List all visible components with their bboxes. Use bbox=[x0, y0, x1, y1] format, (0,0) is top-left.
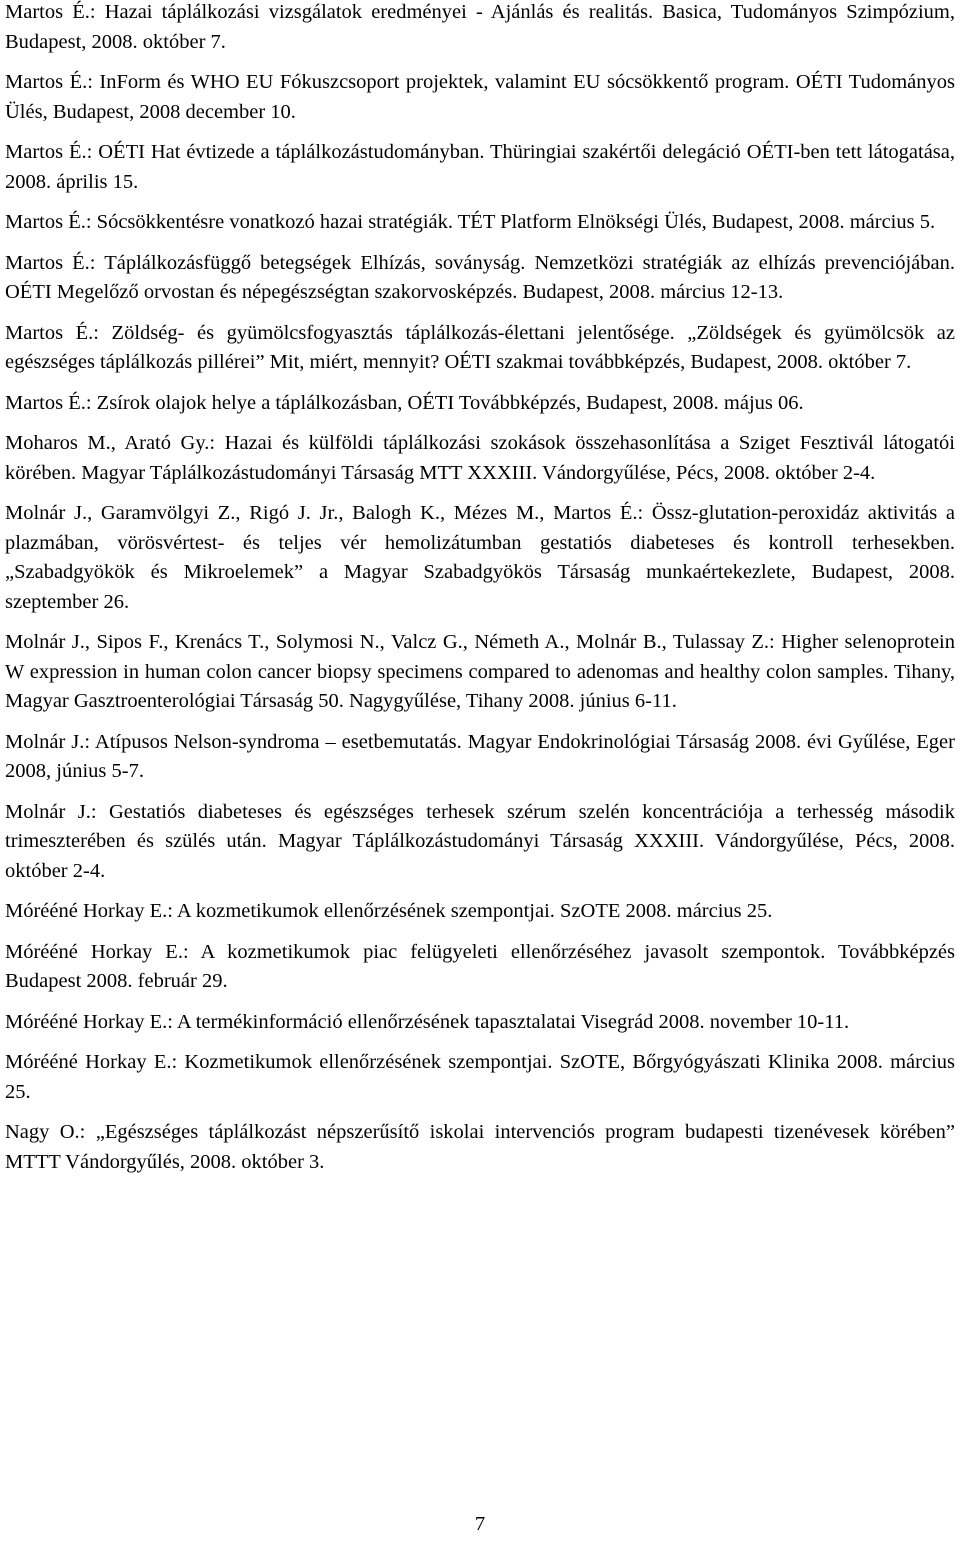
reference-entry: Mórééné Horkay E.: A kozmetikumok piac felügyeleti ellenőrzéséhez javasolt szempontok. Továbbképzés Budapest 2008. február 29. bbox=[5, 940, 955, 992]
reference-entry: Molnár J.: Gestatiós diabeteses és egészséges terhesek szérum szelén koncentrációja a terhesség második trimeszterében és szülés után. Magyar Táplálkozástudományi Társaság XXXIII. Vándorgyűlése, Pécs, 2008. október 2-4. bbox=[5, 800, 955, 882]
reference-entry: Martos É.: InForm és WHO EU Fókuszcsoport projektek, valamint EU sócsökkentő program. OÉTI Tudományos Ülés, Budapest, 2008 december 10. bbox=[5, 71, 955, 123]
reference-entry: Mórééné Horkay E.: A termékinformáció ellenőrzésének tapasztalatai Visegrád 2008. november 10-11. bbox=[5, 1010, 850, 1033]
reference-entry: Moharos M., Arató Gy.: Hazai és külföldi táplálkozási szokások összehasonlítása a Sziget Fesztivál látogatói körében. Magyar Táplálkozástudományi Társaság MTT XXXIII. Vándorgyűlése, Pécs, 2008. október 2-4. bbox=[5, 432, 955, 484]
reference-entry: Martos É.: Táplálkozásfüggő betegségek Elhízás, soványság. Nemzetközi stratégiák az elhízás prevenciójában. OÉTI Megelőző orvostan és népegészségtan szakorvosképzés. Budapest, 2008. március 12-13. bbox=[5, 251, 955, 303]
reference-entry: Nagy O.: „Egészséges táplálkozást népszerűsítő iskolai intervenciós program budapesti tizenévesek körében” MTTT Vándorgyűlés, 2008. október 3. bbox=[5, 1121, 955, 1173]
reference-entry: Martos É.: OÉTI Hat évtizede a táplálkozástudományban. Thüringiai szakértői delegáció OÉTI-ben tett látogatása, 2008. április 15. bbox=[5, 141, 955, 193]
reference-entry: Martos É.: Hazai táplálkozási vizsgálatok eredményei - Ajánlás és realitás. Basica, Tudományos Szimpózium, Budapest, 2008. október 7. bbox=[5, 1, 955, 53]
reference-entry: Martos É.: Zöldség- és gyümölcsfogyasztás táplálkozás-élettani jelentősége. „Zöldségek és gyümölcsök az egészséges táplálkozás pillérei” Mit, miért, mennyit? OÉTI szakmai továbbképzés, Budapest, 2008. október 7. bbox=[5, 321, 955, 373]
reference-entry: Molnár J., Sipos F., Krenács T., Solymosi N., Valcz G., Németh A., Molnár B., Tulassay Z.: Higher selenoprotein W expression in human colon cancer biopsy specimens compared to adenomas and healthy colon samples. Tihany, Magyar Gasztroenterológiai Társaság 50. Nagygyűlése, Tihany 2008. június 6-11. bbox=[5, 631, 955, 712]
reference-entry: Martos É.: Sócsökkentésre vonatkozó hazai stratégiák. TÉT Platform Elnökségi Ülés, Budapest, 2008. március 5. bbox=[5, 211, 936, 233]
reference-entry: Mórééné Horkay E.: Kozmetikumok ellenőrzésének szempontjai. SzOTE, Bőrgyógyászati Klinika 2008. március 25. bbox=[5, 1051, 955, 1103]
reference-list bbox=[5, 0, 955, 1188]
page-number: 7 bbox=[474, 1513, 486, 1535]
reference-entry: Martos É.: Zsírok olajok helye a táplálkozásban, OÉTI Továbbképzés, Budapest, 2008. május 06. bbox=[5, 391, 804, 414]
reference-entry: Molnár J.: Atípusos Nelson-syndroma – esetbemutatás. Magyar Endokrinológiai Társaság 2008. évi Gyűlése, Eger 2008, június 5-7. bbox=[5, 730, 955, 782]
reference-entry: Molnár J., Garamvölgyi Z., Rigó J. Jr., Balogh K., Mézes M., Martos É.: Össz-glutation-peroxidáz aktivitás a plazmában, vörösvértest- és teljes vér hemolizátumban gestatiós diabeteses és kontroll terhesekben. „Szabadgyökök és Mikroelemek” a Magyar Szabadgyökös Társaság munkaértekezlete, Budapest, 2008. szeptember 26. bbox=[5, 502, 955, 613]
reference-entry: Mórééné Horkay E.: A kozmetikumok ellenőrzésének szempontjai. SzOTE 2008. március 25. bbox=[5, 900, 773, 922]
document-page bbox=[5, 0, 955, 1545]
